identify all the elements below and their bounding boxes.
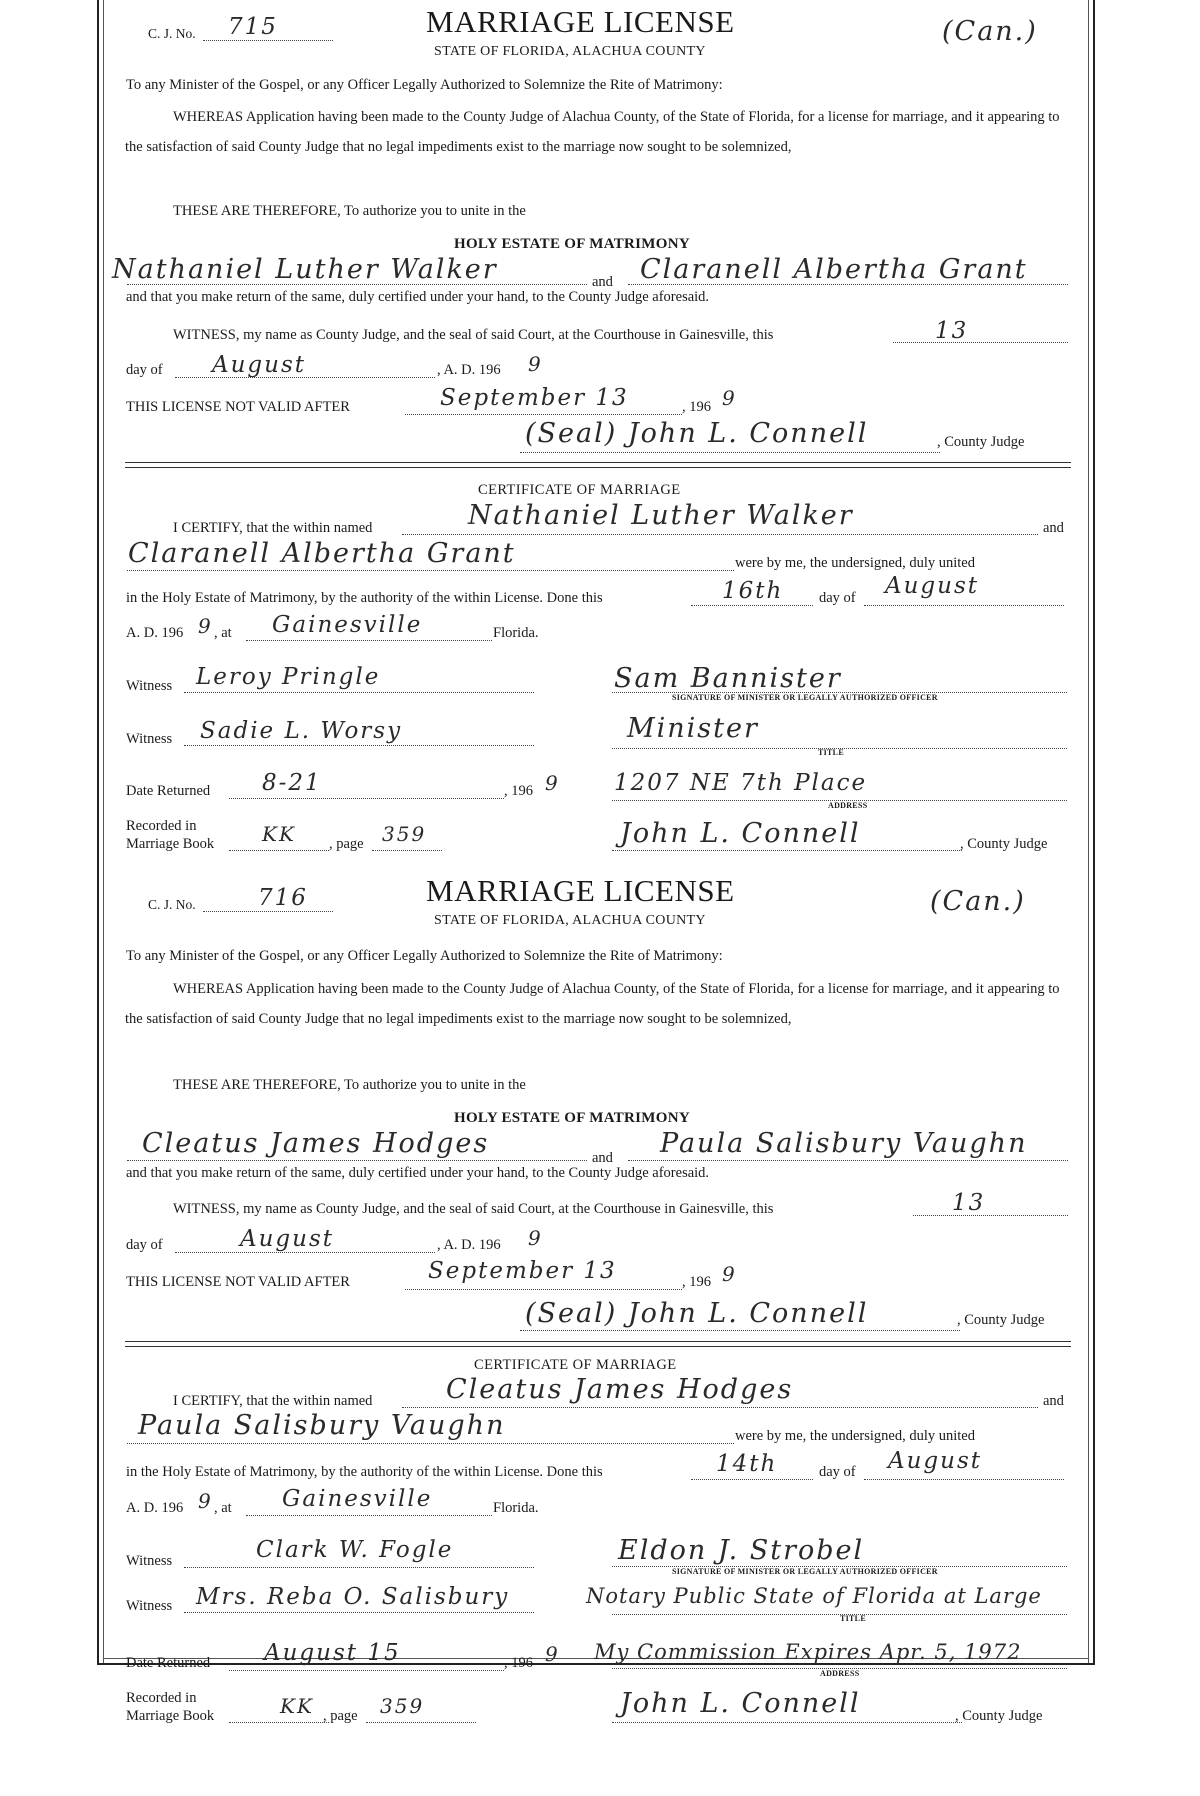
groom-dots — [127, 1160, 587, 1161]
page-label: , page — [323, 1708, 358, 1724]
day-of-label: day of — [126, 1237, 163, 1253]
certify-line: I CERTIFY, that the within named — [173, 1393, 373, 1409]
were-united-label: were by me, the undersigned, duly united — [735, 555, 975, 571]
date-returned: 8-21 — [262, 770, 322, 796]
county-judge-label-2: , County Judge — [955, 1708, 1043, 1724]
witness2-dots — [184, 745, 534, 746]
to-line: To any Minister of the Gospel, or any Officer Legally Authorized to Solemnize the Rite of Matrimony: — [126, 77, 723, 93]
license-month: August — [240, 1226, 335, 1252]
not-valid-date: September 13 — [440, 385, 629, 411]
license-title: MARRIAGE LICENSE — [426, 4, 735, 39]
page-value: 359 — [382, 822, 427, 846]
cert-bride-dots — [127, 1443, 734, 1444]
page-label: , page — [329, 836, 364, 852]
judge-sig2-dots — [612, 1722, 962, 1723]
judge-signature-2: John L. Connell — [620, 818, 861, 849]
state-county: STATE OF FLORIDA, ALACHUA COUNTY — [434, 913, 706, 928]
not-valid-label: THIS LICENSE NOT VALID AFTER — [126, 1274, 350, 1290]
officer-address: 1207 NE 7th Place — [614, 770, 868, 796]
marriage-place: Gainesville — [282, 1486, 433, 1512]
judge-sig2-dots — [612, 850, 962, 851]
witness-label-1: Witness — [126, 678, 173, 694]
judge-signature-2: John L. Connell — [620, 1688, 861, 1719]
done-month: August — [885, 573, 980, 599]
date-returned-dots — [229, 798, 504, 799]
bride-name: Claranell Albertha Grant — [640, 254, 1028, 285]
at-label: , at — [214, 625, 232, 641]
cj-number: 715 — [228, 14, 278, 40]
not-valid-year: 9 — [722, 1262, 737, 1286]
judge-sig-dots — [520, 452, 940, 453]
cj-number: 716 — [258, 885, 308, 911]
page-dots — [366, 1722, 476, 1723]
cj-label: C. J. No. — [148, 26, 196, 41]
not-valid-year-prefix: , 196 — [682, 1274, 711, 1290]
at-label: , at — [214, 1500, 232, 1516]
judge-signature: (Seal) John L. Connell — [525, 418, 869, 449]
returned-year: 9 — [545, 1642, 560, 1666]
county-judge-label: , County Judge — [937, 434, 1025, 450]
groom-name: Nathaniel Luther Walker — [112, 254, 498, 285]
witness-1-name: Clark W. Fogle — [256, 1537, 454, 1563]
date-returned-label: Date Returned — [126, 783, 211, 799]
signature-caption: SIGNATURE OF MINISTER OR LEGALLY AUTHORIZED OFFICER — [672, 1567, 938, 1576]
not-valid-dots — [405, 1289, 682, 1290]
officer-title: Minister — [627, 713, 759, 744]
ad-year-2: 9 — [198, 1489, 213, 1513]
holy-estate-line: in the Holy Estate of Matrimony, by the authority of the within License. Done this — [126, 590, 603, 606]
returned-year-prefix: , 196 — [504, 1655, 533, 1671]
bride-dots — [628, 284, 1068, 285]
certificate-title: CERTIFICATE OF MARRIAGE — [478, 482, 681, 498]
witness-line: WITNESS, my name as County Judge, and the seal of said Court, at the Courthouse in Gainesville, this — [173, 1201, 774, 1217]
done-day-dots — [691, 605, 813, 606]
certify-line: I CERTIFY, that the within named — [173, 520, 373, 536]
day-of-label-2: day of — [819, 1464, 856, 1480]
witness-day: 13 — [935, 318, 969, 344]
signature-caption: SIGNATURE OF MINISTER OR LEGALLY AUTHORIZED OFFICER — [672, 693, 938, 702]
county-judge-label-2: , County Judge — [960, 836, 1048, 852]
officer-signature: Sam Bannister — [614, 663, 842, 694]
officer-title: Notary Public State of Florida at Large — [586, 1584, 1042, 1608]
page-dots — [372, 850, 442, 851]
holy-estate-line: in the Holy Estate of Matrimony, by the authority of the within License. Done this — [126, 1464, 603, 1480]
judge-signature: (Seal) John L. Connell — [525, 1298, 869, 1329]
ad-label-2: A. D. 196 — [126, 1500, 184, 1516]
cert-groom-name: Nathaniel Luther Walker — [468, 500, 854, 531]
witness-day-dots — [893, 342, 1068, 343]
county-judge-label: , County Judge — [957, 1312, 1045, 1328]
officer-signature: Eldon J. Strobel — [618, 1535, 865, 1566]
section-rule — [125, 462, 1071, 463]
marriage-book-label: Marriage Book — [126, 1708, 215, 1724]
license-month: August — [212, 352, 307, 378]
ad-year-2: 9 — [198, 614, 213, 638]
returned-year-prefix: , 196 — [504, 783, 533, 799]
cert-and-label: and — [1043, 1393, 1064, 1409]
book-value: KK — [262, 822, 296, 846]
florida-label: Florida. — [493, 625, 539, 641]
cert-and-label: and — [1043, 520, 1064, 536]
section-rule — [125, 1341, 1071, 1342]
page-border-right — [1093, 0, 1095, 1663]
date-returned: August 15 — [264, 1640, 401, 1666]
return-line: and that you make return of the same, duly certified under your hand, to the County Judge aforesaid. — [126, 289, 710, 305]
and-label: and — [592, 1150, 613, 1166]
corner-note: (Can.) — [930, 886, 1026, 917]
witness1-dots — [184, 1567, 534, 1568]
witness2-dots — [184, 1612, 534, 1613]
section-rule-thin — [125, 467, 1071, 468]
ad-label: , A. D. 196 — [437, 362, 501, 378]
not-valid-label: THIS LICENSE NOT VALID AFTER — [126, 399, 350, 415]
place-dots — [246, 1515, 492, 1516]
book-dots — [229, 1722, 329, 1723]
cj-dots — [203, 911, 333, 912]
cert-bride-name: Claranell Albertha Grant — [128, 538, 516, 569]
not-valid-date: September 13 — [428, 1258, 617, 1284]
book-value: KK — [280, 1694, 314, 1718]
cert-groom-name: Cleatus James Hodges — [446, 1374, 794, 1405]
witness1-dots — [184, 692, 534, 693]
marriage-book-label: Marriage Book — [126, 836, 215, 852]
cj-dots — [203, 40, 333, 41]
book-dots — [229, 850, 329, 851]
done-day-dots — [691, 1479, 813, 1480]
ad-label: , A. D. 196 — [437, 1237, 501, 1253]
done-month: August — [888, 1448, 983, 1474]
not-valid-year: 9 — [722, 386, 737, 410]
page-border-left — [97, 0, 99, 1663]
cj-label: C. J. No. — [148, 897, 196, 912]
and-label: and — [592, 274, 613, 290]
page-border-left-inner — [103, 0, 104, 1663]
address-caption: ADDRESS — [828, 801, 868, 810]
whereas-paragraph: WHEREAS Application having been made to the County Judge of Alachua County, of the State of Florida, for a license for marriage, and it appearing to the satisfaction of said County Judge that no legal impediments exist to the marriage now sought to be solemnized, — [125, 109, 1060, 155]
witness-1-name: Leroy Pringle — [196, 664, 381, 690]
state-county: STATE OF FLORIDA, ALACHUA COUNTY — [434, 44, 706, 59]
return-line: and that you make return of the same, duly certified under your hand, to the County Judge aforesaid. — [126, 1165, 710, 1181]
cert-bride-dots — [127, 570, 734, 571]
holy-estate-heading: HOLY ESTATE OF MATRIMONY — [454, 1110, 690, 1126]
these-are-therefore: THESE ARE THEREFORE, To authorize you to unite in the — [173, 1077, 526, 1093]
cert-groom-dots — [402, 534, 1038, 535]
cert-bride-name: Paula Salisbury Vaughn — [138, 1410, 506, 1441]
day-of-label-2: day of — [819, 590, 856, 606]
cert-groom-dots — [402, 1407, 1038, 1408]
license-title: MARRIAGE LICENSE — [426, 873, 735, 908]
certificate-title: CERTIFICATE OF MARRIAGE — [474, 1357, 677, 1373]
date-returned-label: Date Returned — [126, 1655, 211, 1671]
month-dots — [175, 1252, 435, 1253]
not-valid-dots — [405, 414, 682, 415]
recorded-in-label: Recorded in — [126, 1690, 197, 1706]
place-dots — [246, 640, 492, 641]
page-value: 359 — [380, 1694, 425, 1718]
witness-day-dots — [913, 1215, 1068, 1216]
witness-day: 13 — [952, 1190, 986, 1216]
not-valid-year-prefix: , 196 — [682, 399, 711, 415]
title-caption: TITLE — [840, 1614, 866, 1623]
page-border-right-inner — [1088, 0, 1089, 1663]
address-caption: ADDRESS — [820, 1669, 860, 1678]
bride-dots — [628, 1160, 1068, 1161]
license-year-digit: 9 — [528, 1226, 543, 1250]
officer-address: My Commission Expires Apr. 5, 1972 — [594, 1640, 1022, 1664]
judge-sig-dots — [520, 1330, 960, 1331]
these-are-therefore: THESE ARE THEREFORE, To authorize you to unite in the — [173, 203, 526, 219]
groom-name: Cleatus James Hodges — [142, 1128, 490, 1159]
recorded-in-label: Recorded in — [126, 818, 197, 834]
witness-label-1: Witness — [126, 1553, 173, 1569]
ad-label-2: A. D. 196 — [126, 625, 184, 641]
returned-year: 9 — [545, 771, 560, 795]
done-month-dots — [864, 605, 1064, 606]
title-caption: TITLE — [818, 748, 844, 757]
section-rule-thin — [125, 1346, 1071, 1347]
license-year-digit: 9 — [528, 352, 543, 376]
whereas-paragraph: WHEREAS Application having been made to the County Judge of Alachua County, of the State of Florida, for a license for marriage, and it appearing to the satisfaction of said County Judge that no legal impediments exist to the marriage now sought to be solemnized, — [125, 981, 1060, 1027]
to-line: To any Minister of the Gospel, or any Officer Legally Authorized to Solemnize the Rite of Matrimony: — [126, 948, 723, 964]
groom-dots — [127, 284, 587, 285]
witness-label-2: Witness — [126, 1598, 173, 1614]
witness-2-name: Mrs. Reba O. Salisbury — [196, 1584, 510, 1610]
date-returned-dots — [229, 1670, 504, 1671]
witness-label-2: Witness — [126, 731, 173, 747]
day-of-label: day of — [126, 362, 163, 378]
done-day: 14th — [716, 1451, 778, 1477]
were-united-label: were by me, the undersigned, duly united — [735, 1428, 975, 1444]
done-month-dots — [864, 1479, 1064, 1480]
holy-estate-heading: HOLY ESTATE OF MATRIMONY — [454, 236, 690, 252]
witness-2-name: Sadie L. Worsy — [200, 718, 403, 744]
done-day: 16th — [722, 578, 784, 604]
witness-line: WITNESS, my name as County Judge, and the seal of said Court, at the Courthouse in Gainesville, this — [173, 327, 774, 343]
corner-note: (Can.) — [942, 16, 1038, 47]
bride-name: Paula Salisbury Vaughn — [660, 1128, 1028, 1159]
marriage-place: Gainesville — [272, 612, 423, 638]
florida-label: Florida. — [493, 1500, 539, 1516]
